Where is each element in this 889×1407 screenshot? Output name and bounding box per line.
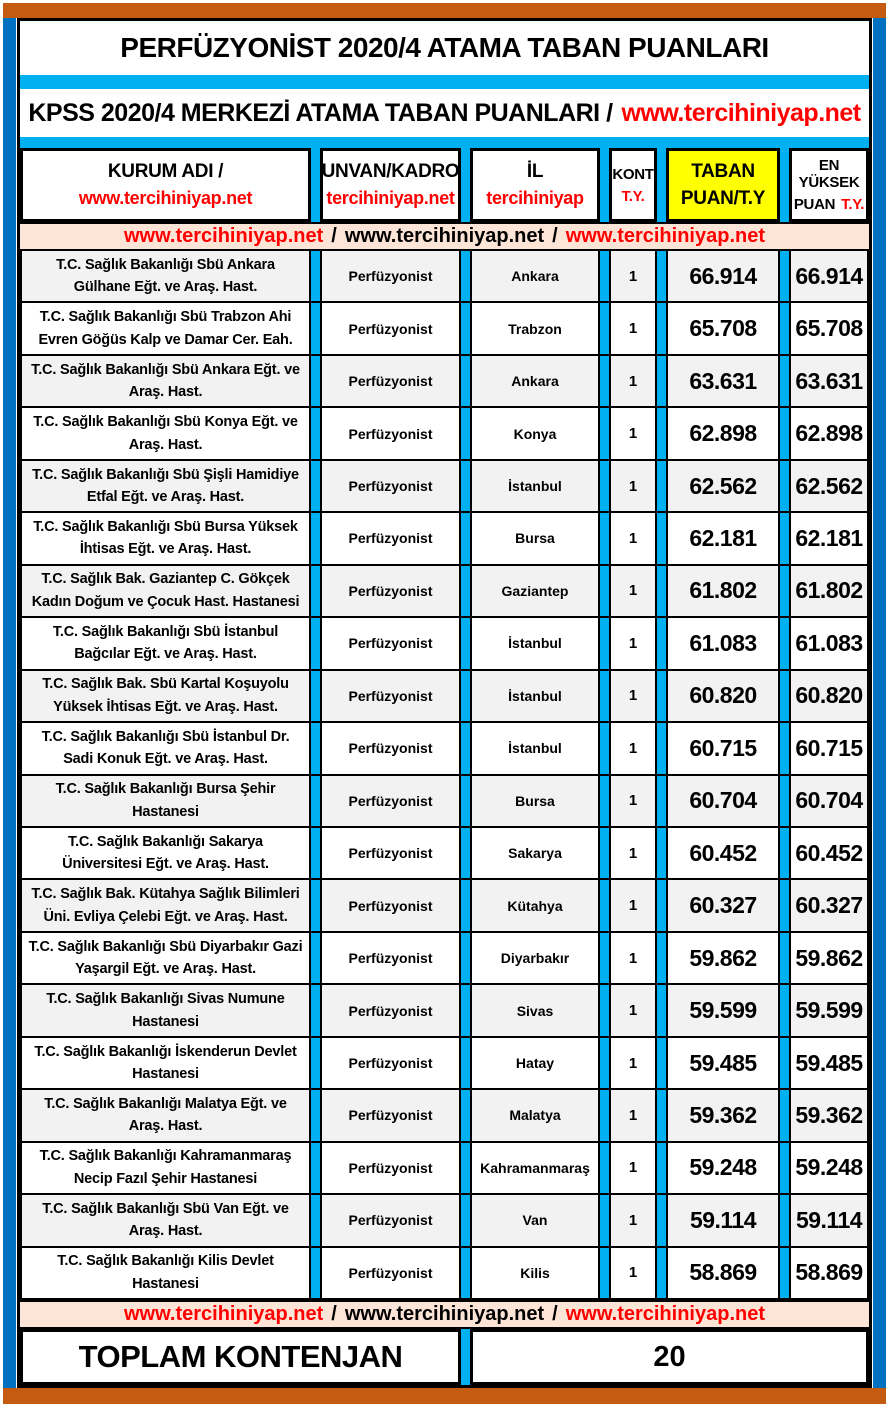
cell-institution: T.C. Sağlık Bakanlığı Sbü Bursa Yüksek İhtisas Eğt. ve Araş. Hast. bbox=[20, 513, 311, 563]
cell-taban-puan: 60.715 bbox=[666, 723, 780, 773]
cell-unvan: Perfüzyonist bbox=[320, 723, 461, 773]
cell-en-yuksek-puan: 62.181 bbox=[789, 513, 869, 563]
cell-unvan: Perfüzyonist bbox=[320, 671, 461, 721]
cell-taban-puan: 59.248 bbox=[666, 1143, 780, 1193]
table-row bbox=[20, 1090, 869, 1142]
cell-kont: 1 bbox=[609, 776, 657, 826]
cell-taban-puan: 62.562 bbox=[666, 461, 780, 511]
banner-bottom-separator-1: / bbox=[331, 1303, 337, 1325]
cell-institution: T.C. Sağlık Bakanlığı Sakarya Üniversitesi Eğt. ve Araş. Hast. bbox=[20, 828, 311, 878]
cell-il: İstanbul bbox=[470, 461, 600, 511]
cell-en-yuksek-puan: 66.914 bbox=[789, 251, 869, 301]
header-kont bbox=[609, 148, 657, 222]
header-kont-line1: KONT bbox=[612, 165, 654, 183]
cell-en-yuksek-puan: 65.708 bbox=[789, 303, 869, 353]
cell-unvan: Perfüzyonist bbox=[320, 1143, 461, 1193]
table-body bbox=[20, 251, 869, 1300]
cell-institution: T.C. Sağlık Bakanlığı Sbü Ankara Gülhane Eğt. ve Araş. Hast. bbox=[20, 251, 311, 301]
cell-il: Kilis bbox=[470, 1248, 600, 1298]
cell-taban-puan: 59.599 bbox=[666, 985, 780, 1035]
table-row bbox=[20, 1248, 869, 1300]
table-row bbox=[20, 408, 869, 460]
cell-il: İstanbul bbox=[470, 671, 600, 721]
cell-en-yuksek-puan: 59.485 bbox=[789, 1038, 869, 1088]
cell-kont: 1 bbox=[609, 461, 657, 511]
table-row bbox=[20, 776, 869, 828]
banner-top-url-2: www.tercihiniyap.net bbox=[344, 225, 545, 247]
cell-taban-puan: 62.898 bbox=[666, 408, 780, 458]
cell-institution: T.C. Sağlık Bakanlığı Sivas Numune Hastanesi bbox=[20, 985, 311, 1035]
cell-kont: 1 bbox=[609, 1090, 657, 1140]
cell-kont: 1 bbox=[609, 880, 657, 930]
page-title: PERFÜZYONİST 2020/4 ATAMA TABAN PUANLARI bbox=[120, 32, 769, 63]
cell-en-yuksek-puan: 60.820 bbox=[789, 671, 869, 721]
banner-bottom-url-2: www.tercihiniyap.net bbox=[344, 1303, 545, 1325]
table-row bbox=[20, 461, 869, 513]
cell-unvan: Perfüzyonist bbox=[320, 880, 461, 930]
cell-institution: T.C. Sağlık Bakanlığı Sbü İstanbul Dr. Sadi Konuk Eğt. ve Araş. Hast. bbox=[20, 723, 311, 773]
footer-row bbox=[20, 1329, 869, 1385]
cell-en-yuksek-puan: 62.898 bbox=[789, 408, 869, 458]
header-unvan-line1: UNVAN/KADRO bbox=[321, 161, 460, 182]
cell-unvan: Perfüzyonist bbox=[320, 303, 461, 353]
table-row bbox=[20, 251, 869, 303]
table-row bbox=[20, 723, 869, 775]
cell-il: Hatay bbox=[470, 1038, 600, 1088]
table-row bbox=[20, 566, 869, 618]
cell-unvan: Perfüzyonist bbox=[320, 461, 461, 511]
cell-kont: 1 bbox=[609, 618, 657, 668]
cell-institution: T.C. Sağlık Bakanlığı Sbü Diyarbakır Gazi Yaşargil Eğt. ve Araş. Hast. bbox=[20, 933, 311, 983]
header-taban-line1: TABAN bbox=[691, 160, 755, 182]
banner-top-url-3: www.tercihiniyap.net bbox=[565, 225, 765, 247]
cell-institution: T.C. Sağlık Bakanlığı Bursa Şehir Hastanesi bbox=[20, 776, 311, 826]
header-kurum-adi bbox=[20, 148, 311, 222]
cell-institution: T.C. Sağlık Bakanlığı Sbü Van Eğt. ve Araş. Hast. bbox=[20, 1195, 311, 1245]
frame-left-bar bbox=[3, 18, 16, 1388]
cell-il: Van bbox=[470, 1195, 600, 1245]
cell-kont: 1 bbox=[609, 1248, 657, 1298]
cell-il: Kahramanmaraş bbox=[470, 1143, 600, 1193]
cell-en-yuksek-puan: 60.452 bbox=[789, 828, 869, 878]
header-kont-line2: T.Y. bbox=[621, 187, 645, 205]
cell-kont: 1 bbox=[609, 933, 657, 983]
cell-institution: T.C. Sağlık Bak. Sbü Kartal Koşuyolu Yüksek İhtisas Eğt. ve Araş. Hast. bbox=[20, 671, 311, 721]
table-row bbox=[20, 985, 869, 1037]
header-taban-puan bbox=[666, 148, 780, 222]
cell-taban-puan: 61.083 bbox=[666, 618, 780, 668]
header-enyuksek-line2 bbox=[794, 196, 864, 213]
banner-bottom-separator-2: / bbox=[552, 1303, 558, 1325]
cell-il: Diyarbakır bbox=[470, 933, 600, 983]
subtitle bbox=[20, 89, 869, 137]
cell-unvan: Perfüzyonist bbox=[320, 933, 461, 983]
cell-en-yuksek-puan: 59.599 bbox=[789, 985, 869, 1035]
frame-top-bar bbox=[3, 3, 886, 18]
cell-kont: 1 bbox=[609, 671, 657, 721]
cell-unvan: Perfüzyonist bbox=[320, 985, 461, 1035]
header-il-line2: tercihiniyap bbox=[486, 188, 584, 208]
cell-institution: T.C. Sağlık Bakanlığı Sbü Konya Eğt. ve Araş. Hast. bbox=[20, 408, 311, 458]
header-kurum-line1: KURUM ADI / bbox=[107, 161, 224, 182]
header-il-line1: İL bbox=[526, 161, 544, 182]
table-row bbox=[20, 828, 869, 880]
header-unvan-line2: tercihiniyap.net bbox=[326, 188, 455, 208]
cell-en-yuksek-puan: 59.862 bbox=[789, 933, 869, 983]
cell-kont: 1 bbox=[609, 985, 657, 1035]
banner-top-separator-2: / bbox=[552, 225, 558, 247]
subtitle-link: www.tercihiniyap.net bbox=[621, 98, 861, 127]
table-row bbox=[20, 1038, 869, 1090]
footer-total-label: TOPLAM KONTENJAN bbox=[20, 1329, 461, 1385]
cell-en-yuksek-puan: 61.083 bbox=[789, 618, 869, 668]
cell-il: Bursa bbox=[470, 513, 600, 563]
divider-strip-2 bbox=[20, 137, 869, 148]
cell-institution: T.C. Sağlık Bakanlığı İskenderun Devlet Hastanesi bbox=[20, 1038, 311, 1088]
cell-taban-puan: 63.631 bbox=[666, 356, 780, 406]
cell-il: Gaziantep bbox=[470, 566, 600, 616]
cell-kont: 1 bbox=[609, 1038, 657, 1088]
cell-institution: T.C. Sağlık Bakanlığı Sbü İstanbul Bağcılar Eğt. ve Araş. Hast. bbox=[20, 618, 311, 668]
header-enyuksek-puan: PUAN bbox=[793, 196, 836, 213]
table-header-row bbox=[20, 148, 869, 222]
cell-taban-puan: 59.362 bbox=[666, 1090, 780, 1140]
cell-unvan: Perfüzyonist bbox=[320, 513, 461, 563]
cell-unvan: Perfüzyonist bbox=[320, 776, 461, 826]
cell-en-yuksek-puan: 61.802 bbox=[789, 566, 869, 616]
header-en-yuksek bbox=[789, 148, 869, 222]
table-row bbox=[20, 1195, 869, 1247]
cell-taban-puan: 66.914 bbox=[666, 251, 780, 301]
cell-il: Malatya bbox=[470, 1090, 600, 1140]
banner-top-separator-1: / bbox=[331, 225, 337, 247]
cell-unvan: Perfüzyonist bbox=[320, 408, 461, 458]
cell-en-yuksek-puan: 59.114 bbox=[789, 1195, 869, 1245]
banner-bottom-url-3: www.tercihiniyap.net bbox=[565, 1303, 765, 1325]
table-row bbox=[20, 880, 869, 932]
table-row bbox=[20, 356, 869, 408]
header-enyuksek-line1: EN YÜKSEK bbox=[798, 157, 860, 191]
cell-unvan: Perfüzyonist bbox=[320, 356, 461, 406]
cell-en-yuksek-puan: 60.704 bbox=[789, 776, 869, 826]
cell-unvan: Perfüzyonist bbox=[320, 828, 461, 878]
cell-taban-puan: 60.820 bbox=[666, 671, 780, 721]
cell-institution: T.C. Sağlık Bakanlığı Sbü Şişli Hamidiye Etfal Eğt. ve Araş. Hast. bbox=[20, 461, 311, 511]
cell-en-yuksek-puan: 63.631 bbox=[789, 356, 869, 406]
cell-unvan: Perfüzyonist bbox=[320, 1090, 461, 1140]
cell-il: Kütahya bbox=[470, 880, 600, 930]
cell-unvan: Perfüzyonist bbox=[320, 1248, 461, 1298]
cell-unvan: Perfüzyonist bbox=[320, 566, 461, 616]
cell-taban-puan: 62.181 bbox=[666, 513, 780, 563]
cell-unvan: Perfüzyonist bbox=[320, 1038, 461, 1088]
header-il bbox=[470, 148, 600, 222]
table-row bbox=[20, 933, 869, 985]
cell-kont: 1 bbox=[609, 1143, 657, 1193]
cell-kont: 1 bbox=[609, 723, 657, 773]
cell-en-yuksek-puan: 59.362 bbox=[789, 1090, 869, 1140]
cell-il: İstanbul bbox=[470, 618, 600, 668]
cell-taban-puan: 59.114 bbox=[666, 1195, 780, 1245]
table-container bbox=[17, 18, 872, 1388]
cell-taban-puan: 58.869 bbox=[666, 1248, 780, 1298]
cell-en-yuksek-puan: 60.327 bbox=[789, 880, 869, 930]
cell-unvan: Perfüzyonist bbox=[320, 618, 461, 668]
cell-institution: T.C. Sağlık Bakanlığı Sbü Trabzon Ahi Evren Göğüs Kalp ve Damar Cer. Eah. bbox=[20, 303, 311, 353]
cell-en-yuksek-puan: 62.562 bbox=[789, 461, 869, 511]
cell-en-yuksek-puan: 60.715 bbox=[789, 723, 869, 773]
footer-total-value: 20 bbox=[470, 1329, 869, 1385]
cell-taban-puan: 61.802 bbox=[666, 566, 780, 616]
cell-kont: 1 bbox=[609, 828, 657, 878]
banner-top bbox=[20, 222, 869, 251]
frame-right-bar bbox=[873, 18, 886, 1388]
cell-institution: T.C. Sağlık Bakanlığı Kahramanmaraş Necip Fazıl Şehir Hastanesi bbox=[20, 1143, 311, 1193]
cell-taban-puan: 59.862 bbox=[666, 933, 780, 983]
table-row bbox=[20, 1143, 869, 1195]
subtitle-text: KPSS 2020/4 MERKEZİ ATAMA TABAN PUANLARI / bbox=[28, 98, 613, 127]
cell-institution: T.C. Sağlık Bakanlığı Malatya Eğt. ve Araş. Hast. bbox=[20, 1090, 311, 1140]
cell-kont: 1 bbox=[609, 251, 657, 301]
header-kurum-line2: www.tercihiniyap.net bbox=[78, 188, 253, 208]
table-row bbox=[20, 513, 869, 565]
table-row bbox=[20, 303, 869, 355]
cell-il: Trabzon bbox=[470, 303, 600, 353]
cell-institution: T.C. Sağlık Bak. Kütahya Sağlık Bilimleri Üni. Evliya Çelebi Eğt. ve Araş. Hast. bbox=[20, 880, 311, 930]
cell-il: İstanbul bbox=[470, 723, 600, 773]
banner-top-url-1: www.tercihiniyap.net bbox=[123, 225, 324, 247]
cell-taban-puan: 60.452 bbox=[666, 828, 780, 878]
cell-il: Ankara bbox=[470, 356, 600, 406]
cell-il: Sivas bbox=[470, 985, 600, 1035]
cell-kont: 1 bbox=[609, 1195, 657, 1245]
cell-kont: 1 bbox=[609, 408, 657, 458]
cell-il: Ankara bbox=[470, 251, 600, 301]
cell-institution: T.C. Sağlık Bak. Gaziantep C. Gökçek Kadın Doğum ve Çocuk Hast. Hastanesi bbox=[20, 566, 311, 616]
cell-institution: T.C. Sağlık Bakanlığı Sbü Ankara Eğt. ve Araş. Hast. bbox=[20, 356, 311, 406]
cell-il: Sakarya bbox=[470, 828, 600, 878]
cell-unvan: Perfüzyonist bbox=[320, 251, 461, 301]
header-enyuksek-ty: T.Y. bbox=[841, 196, 865, 213]
cell-en-yuksek-puan: 58.869 bbox=[789, 1248, 869, 1298]
cell-taban-puan: 59.485 bbox=[666, 1038, 780, 1088]
divider-strip-1 bbox=[20, 75, 869, 89]
cell-en-yuksek-puan: 59.248 bbox=[789, 1143, 869, 1193]
header-taban-line2: PUAN/T.Y bbox=[680, 187, 766, 209]
cell-kont: 1 bbox=[609, 356, 657, 406]
cell-taban-puan: 65.708 bbox=[666, 303, 780, 353]
cell-taban-puan: 60.327 bbox=[666, 880, 780, 930]
cell-il: Bursa bbox=[470, 776, 600, 826]
cell-kont: 1 bbox=[609, 513, 657, 563]
cell-il: Konya bbox=[470, 408, 600, 458]
cell-unvan: Perfüzyonist bbox=[320, 1195, 461, 1245]
cell-institution: T.C. Sağlık Bakanlığı Kilis Devlet Hastanesi bbox=[20, 1248, 311, 1298]
table-row bbox=[20, 671, 869, 723]
cell-kont: 1 bbox=[609, 566, 657, 616]
cell-taban-puan: 60.704 bbox=[666, 776, 780, 826]
header-unvan-kadro bbox=[320, 148, 461, 222]
table-row bbox=[20, 618, 869, 670]
frame-bottom-bar bbox=[3, 1388, 886, 1404]
banner-bottom-url-1: www.tercihiniyap.net bbox=[123, 1303, 324, 1325]
cell-kont: 1 bbox=[609, 303, 657, 353]
banner-bottom bbox=[20, 1300, 869, 1329]
